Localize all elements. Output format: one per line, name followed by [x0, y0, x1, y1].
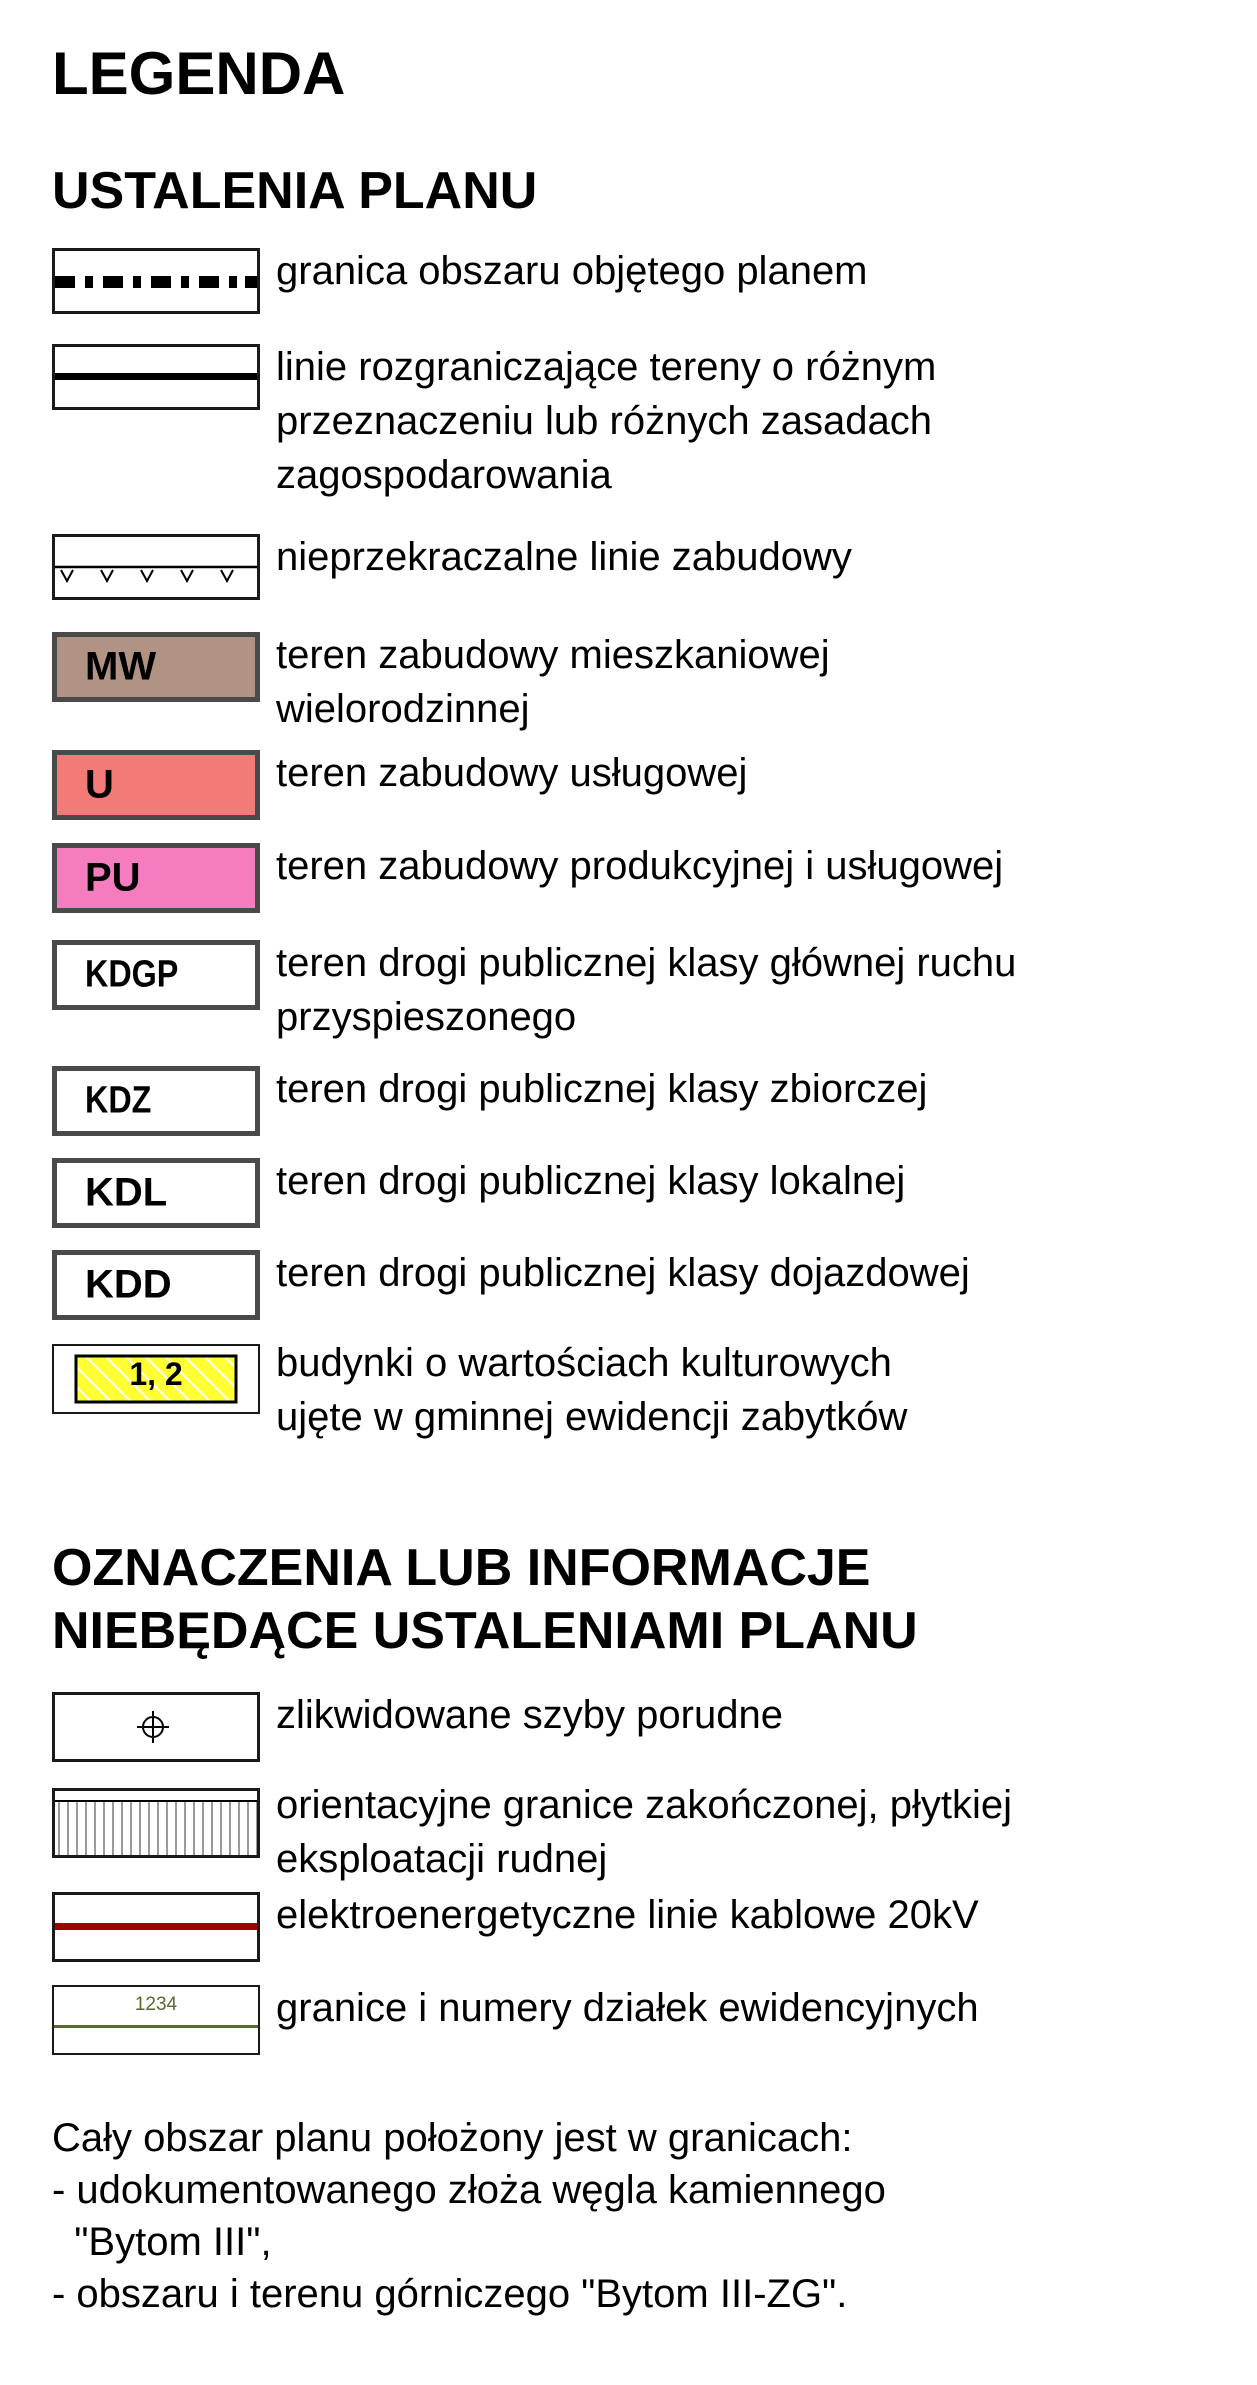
legend-entry-demarcation-lines [52, 344, 1232, 514]
cable-line-symbol [52, 1892, 260, 1962]
heritage-building-symbol [52, 1344, 260, 1414]
legend-entry-ore-exploitation [52, 1782, 1232, 1892]
plan-boundary-symbol [52, 248, 260, 314]
legend-label: teren zabudowy produkcyjnej i usługowej [276, 844, 1004, 888]
parcel-symbol [52, 1985, 260, 2055]
u-zone-swatch [52, 750, 260, 820]
note-line: Cały obszar planu położony jest w granicach: [52, 2116, 853, 2160]
legend-label: zlikwidowane szyby porudne [276, 1693, 783, 1737]
legend-label: teren zabudowy mieszkaniowej wielorodzinnej [276, 633, 830, 731]
legend-entry-kdgp [52, 940, 1232, 1050]
note-line: - obszaru i terenu górniczego "Bytom III-ZG". [52, 2272, 848, 2316]
legend-entry-plan-boundary [52, 248, 1232, 328]
legend-entry-kdl [52, 1158, 1232, 1238]
legend-entry-liquidated-shafts [52, 1692, 1232, 1772]
section-heading-informative-line1: OZNACZENIA LUB INFORMACJE [52, 1539, 871, 1597]
legend-label: linie rozgraniczające tereny o różnym przeznaczeniu lub różnych zasadach zagospodarowania [276, 345, 937, 497]
crosshair-shaft-icon [137, 1711, 169, 1743]
legend-entry-kdz [52, 1066, 1232, 1146]
legend-label: elektroenergetyczne linie kablowe 20kV [276, 1893, 979, 1937]
legend-label: orientacyjne granice zakończonej, płytkiej eksploatacji rudnej [276, 1783, 1012, 1881]
legend-entry-pu [52, 843, 1232, 923]
section-heading-plan: USTALENIA PLANU [52, 162, 538, 220]
building-line-symbol [52, 534, 260, 600]
legend-entry-kdd [52, 1250, 1232, 1330]
heritage-building-numbers: 1, 2 [129, 1356, 183, 1392]
legend-label: granice i numery działek ewidencyjnych [276, 1986, 979, 2030]
zone-code: PU [85, 855, 141, 900]
zone-code: KDL [85, 1170, 168, 1215]
zone-code: MW [85, 644, 157, 689]
legend-entry-building-lines [52, 534, 1232, 614]
legend-entry-parcels [52, 1985, 1232, 2065]
section-heading-informative-line2: NIEBĘDĄCE USTALENIAMI PLANU [52, 1602, 918, 1660]
zone-code: U [85, 762, 114, 807]
legend-entry-u [52, 750, 1232, 830]
shaft-symbol [52, 1692, 260, 1762]
zone-code: KDZ [85, 1079, 152, 1122]
pu-zone-swatch [52, 843, 260, 913]
legend-entry-cable-lines [52, 1892, 1232, 1972]
legend-label: budynki o wartościach kulturowych ujęte w gminnej ewidencji zabytków [276, 1341, 908, 1439]
kdl-road-swatch [52, 1158, 260, 1228]
legend-label: teren zabudowy usługowej [276, 751, 748, 795]
legend-title: LEGENDA [52, 40, 346, 107]
demarcation-line-symbol [52, 344, 260, 410]
legend-entry-mw [52, 632, 1232, 742]
kdd-road-swatch [52, 1250, 260, 1320]
note-line: "Bytom III", [52, 2220, 272, 2264]
zone-code: KDGP [85, 953, 179, 996]
zone-code: KDD [85, 1262, 172, 1307]
parcel-number: 1234 [134, 1994, 178, 2015]
kdgp-road-swatch [52, 940, 260, 1010]
parcel-boundary-line [54, 2025, 258, 2028]
mw-zone-swatch [52, 632, 260, 702]
legend-label: nieprzekraczalne linie zabudowy [276, 535, 852, 579]
legend-label: teren drogi publicznej klasy lokalnej [276, 1159, 906, 1203]
legend-label: teren drogi publicznej klasy dojazdowej [276, 1251, 970, 1295]
kdz-road-swatch [52, 1066, 260, 1136]
legend-label: teren drogi publicznej klasy zbiorczej [276, 1067, 928, 1111]
legend-label: teren drogi publicznej klasy głównej ruchu przyspieszonego [276, 941, 1017, 1039]
plan-note [52, 2112, 1232, 2320]
note-line: - udokumentowanego złoża węgla kamiennego [52, 2168, 886, 2212]
ore-exploitation-symbol [52, 1788, 260, 1858]
legend-entry-heritage-buildings [52, 1340, 1232, 1450]
legend-label: granica obszaru objętego planem [276, 249, 868, 293]
